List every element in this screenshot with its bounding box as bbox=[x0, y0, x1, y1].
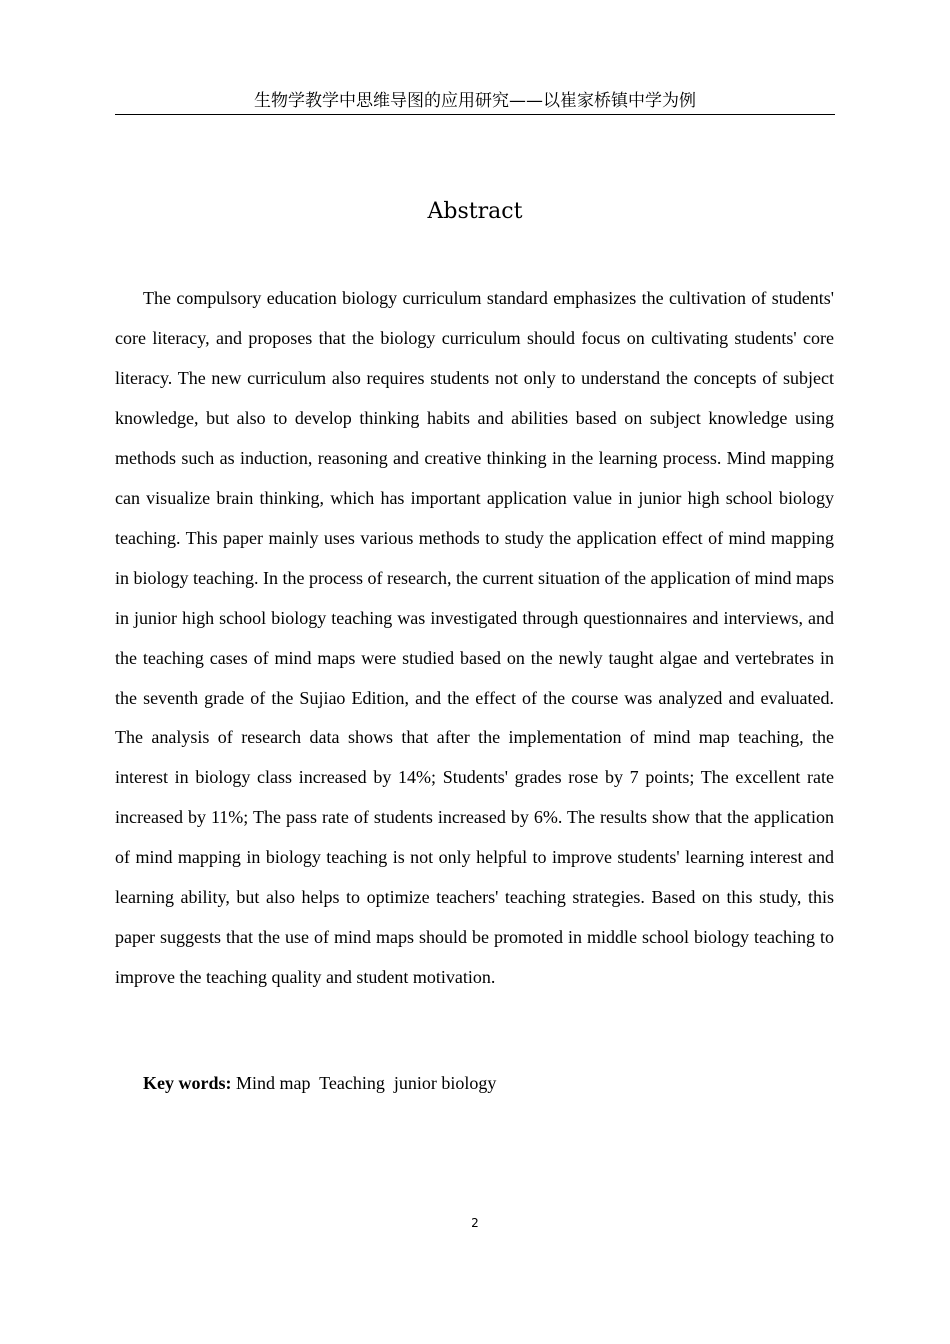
abstract-title: Abstract bbox=[427, 199, 523, 224]
running-header bbox=[115, 88, 835, 115]
keywords-line bbox=[143, 1067, 834, 1099]
abstract-paragraph: The compulsory education biology curriculum standard emphasizes the cultivation of students' core literacy, and proposes that the biology curriculum should focus on cultivating students' core literacy. The new curriculum also requires students not only to understand the concepts of subject knowledge, but also to develop thinking habits and abilities based on subject knowledge using methods such as induction, reasoning and creative thinking in the learning process. Mind mapping can visualize brain thinking, which has important application value in junior high school biology teaching. This paper mainly uses various methods to study the application effect of mind mapping in biology teaching. In the process of research, the current situation of the application of mind maps in junior high school biology teaching was investigated through questionnaires and interviews, and the teaching cases of mind maps were studied based on the newly taught algae and vertebrates in the seventh grade of the Sujiao Edition, and the effect of the course was analyzed and evaluated. The analysis of research data shows that after the implementation of mind map teaching, the interest in biology class increased by 14%; Students' grades rose by 7 points; The excellent rate increased by 11%; The pass rate of students increased by 6%. The results show that the application of mind mapping in biology teaching is not only helpful to improve students' learning interest and learning ability, but also helps to optimize teachers' teaching strategies. Based on this study, this paper suggests that the use of mind maps should be promoted in middle school biology teaching to improve the teaching quality and student motivation. bbox=[115, 288, 834, 988]
running-header-title: 生物学教学中思维导图的应用研究——以崔家桥镇中学为例 bbox=[254, 91, 696, 111]
keywords-value: Mind map Teaching junior biology bbox=[231, 1073, 497, 1093]
keywords-label: Key words: bbox=[143, 1073, 232, 1093]
page-number: 2 bbox=[471, 1216, 479, 1230]
